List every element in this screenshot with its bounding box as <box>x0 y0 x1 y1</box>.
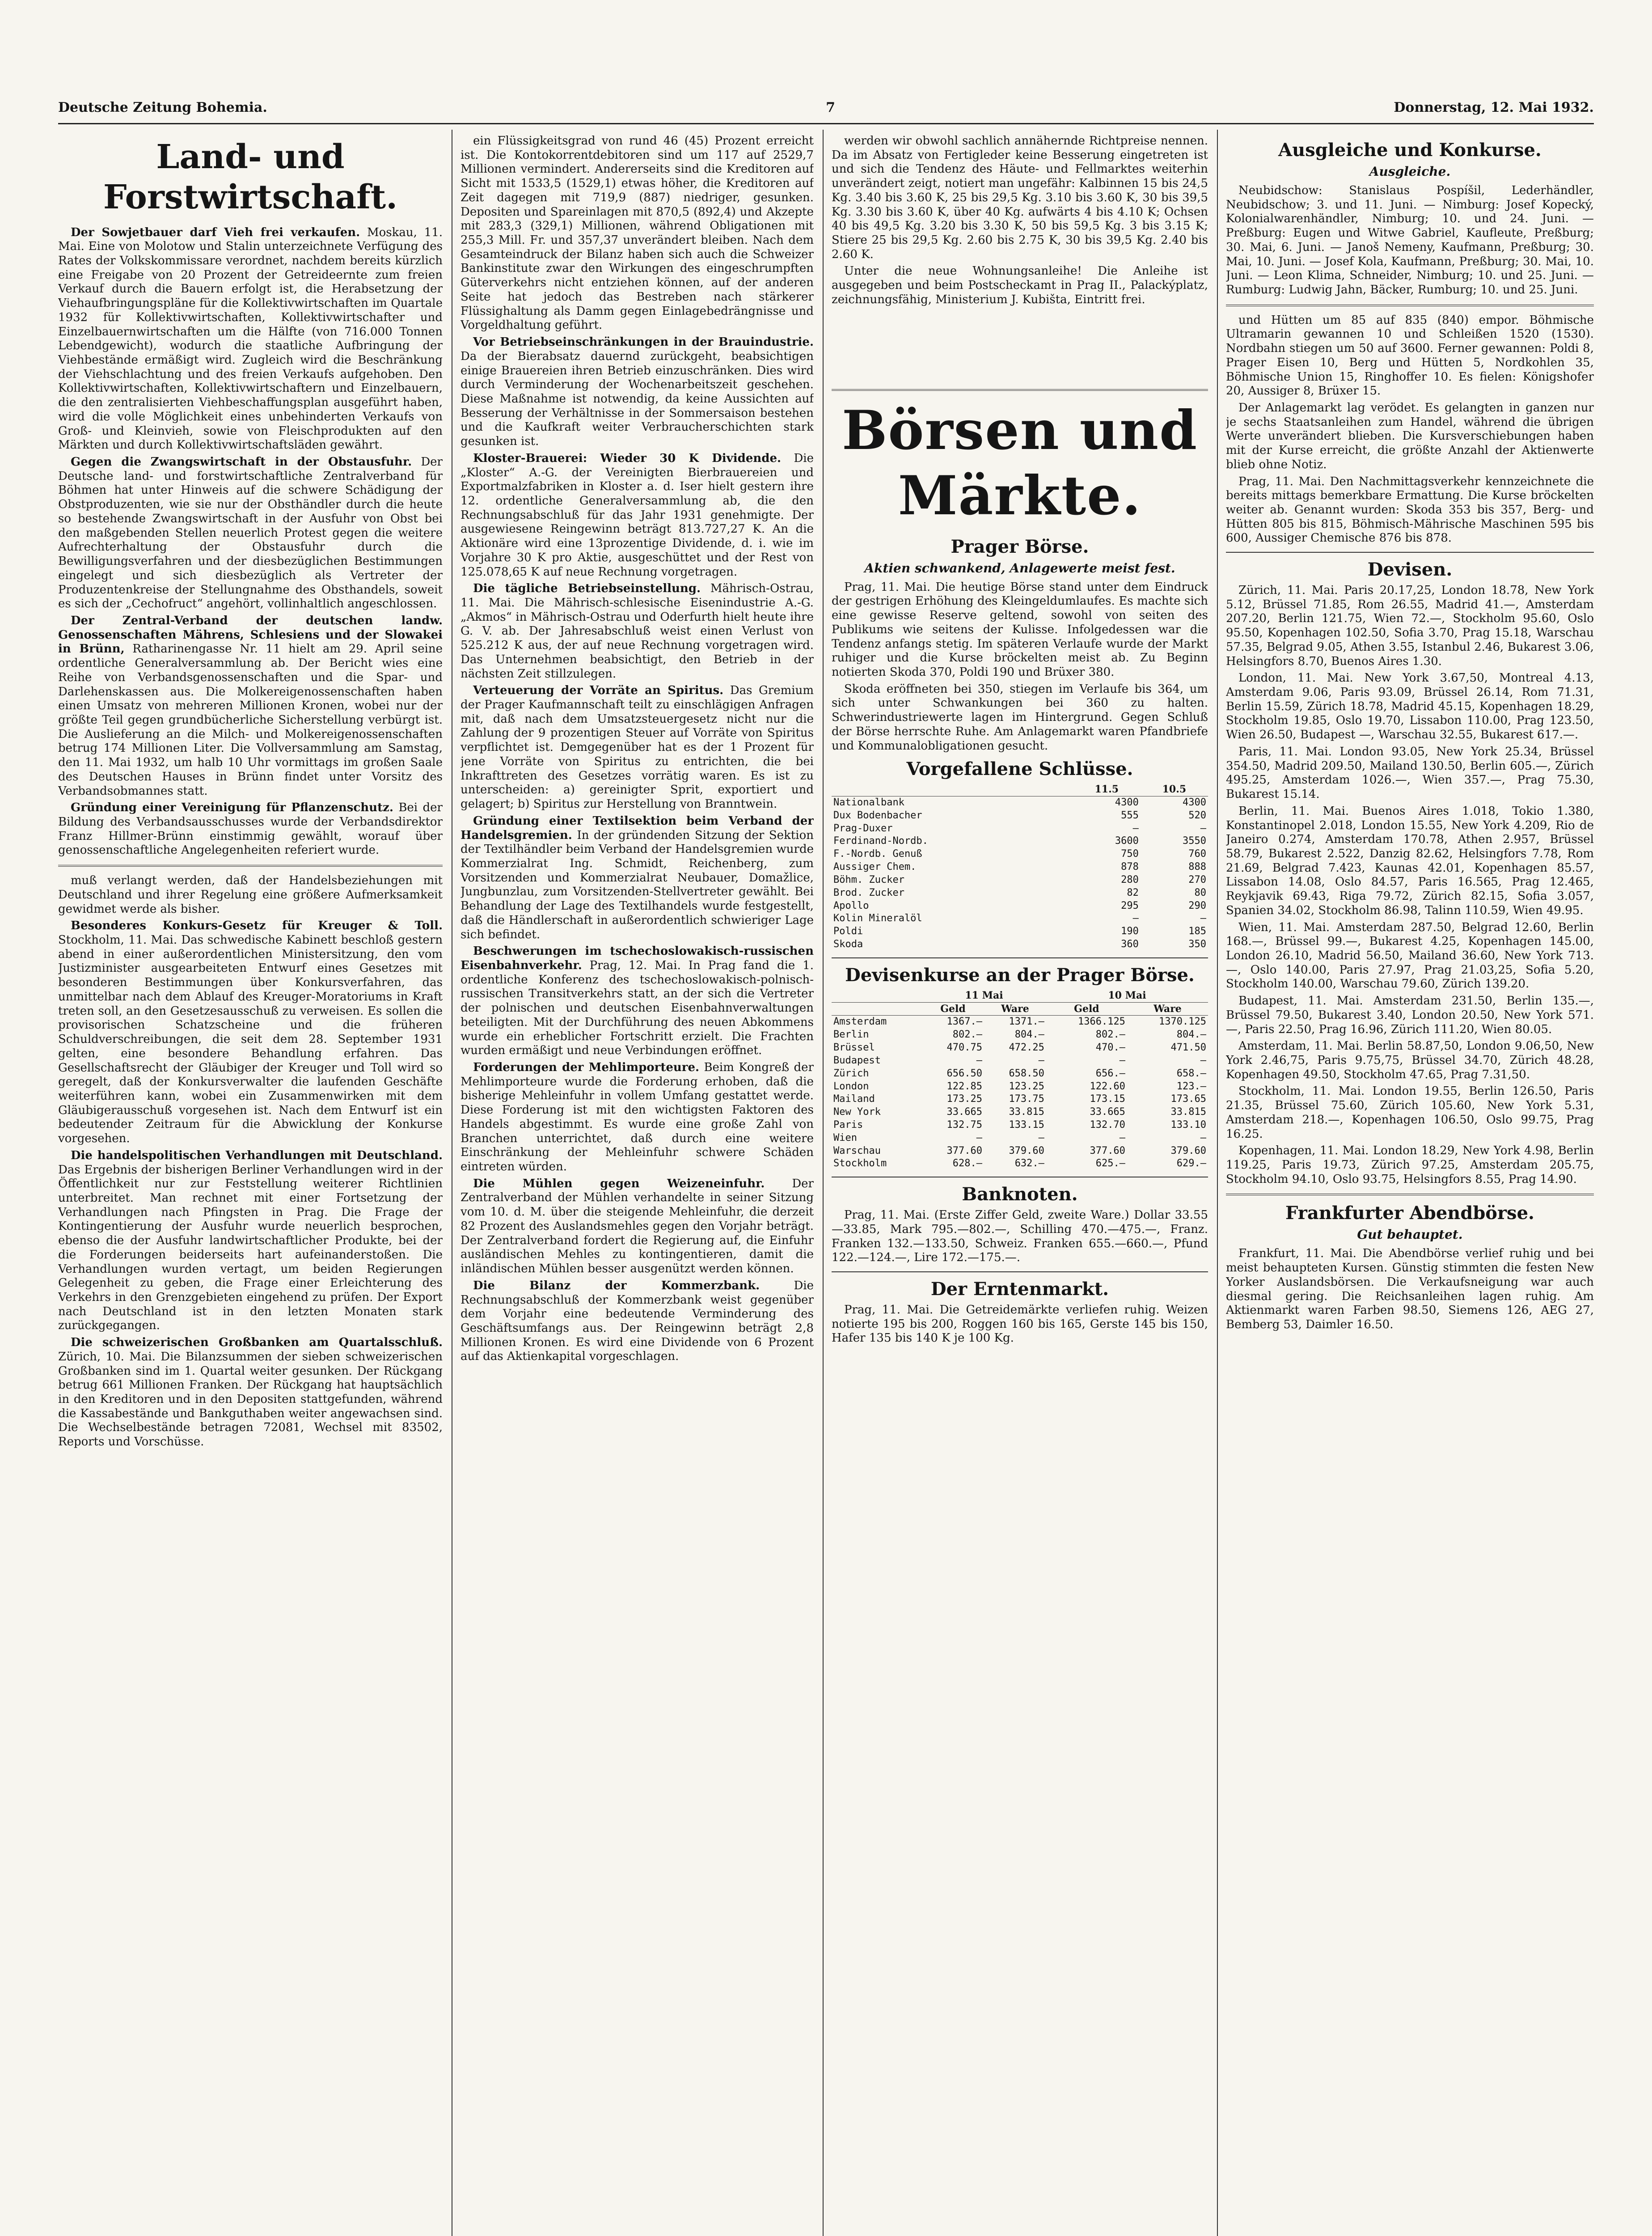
article-text: Der Deutsche land- und forstwirtschaftliche Zentralverband für Böhmen hat unter Hinweis auf die schwere Schädigung der Obstproduzenten, wie sie nur der Obsthändler durch die heute so bestehende Zwangswirtschaft in der Ausfuhr von Obst bei den maßgebenden Stellen neuerlich Protest gegen die weitere Aufrechterhaltung der Obstausfuhr durch die Bewilligungsverfahren und der diesbezüglichen Bestimmungen eingelegt und sich diesbezüglich als Vertreter der Produzentenkreise der Stellungnahme des Obsthandels, soweit es sich der „Cechofruct“ angehört, vollinhaltlich angeschlossen. <box>58 455 443 611</box>
article-heading: Die Mühlen gegen Weizeneinfuhr. <box>473 1177 765 1190</box>
article-text: Unter die neue Wohnungsanleihe! Die Anleihe ist ausgegeben und beim Postscheckamt in Prag II., Palackýplatz, zeichnungsfähig, Ministerium J. Kubišta, Eintritt frei. <box>832 264 1208 306</box>
article-heading: Forderungen der Mehlimporteure. <box>473 1061 700 1074</box>
row-value: — <box>1132 913 1139 924</box>
article-text: Amsterdam, 11. Mai. Berlin 58.87,50, London 9.06,50, New York 2.46,75, Paris 9.75,75, Brüssel 34.70, Zürich 48.28, Kopenhagen 49.50, Stockholm 47.65, Prag 7.31,50. <box>1226 1039 1594 1081</box>
frankfurt-title: Frankfurter Abendbörse. <box>1285 1203 1534 1224</box>
row-value: 280 <box>1121 874 1139 885</box>
page-number: 7 <box>826 99 836 115</box>
row-value: 295 <box>1121 900 1139 911</box>
row-label: Kolin Mineralöl <box>833 913 922 924</box>
row-value: 804.— <box>1176 1029 1206 1041</box>
bankruptcies-title: Ausgleiche und Konkurse. <box>1278 140 1542 161</box>
row-value: 658.— <box>1176 1067 1206 1079</box>
fx-row <box>832 1067 1208 1080</box>
article-heading: Der Zentral-Verband der deutschen landw. Genossenschaften Mährens, Schlesiens und der Slowakei in Brünn, <box>58 614 443 656</box>
closing-row <box>832 874 1208 887</box>
row-value: 360 <box>1121 939 1139 950</box>
row-value: 520 <box>1188 809 1206 821</box>
row-value: 377.60 <box>1090 1145 1125 1156</box>
article-text: Ratharinengasse Nr. 11 hielt am 29. April seine ordentliche Generalversammlung ab. Der Bericht wies eine Reihe von Verbandsgenossenschaften und die Spar- und Darlehenskassen aus. Die Molkereigenossenschaften haben einen Umsatz von mehreren Millionen Kronen, wobei nur der größte Teil gegen grundbücherliche Sicherstellung verbürgt ist. Die Auslieferung an die Milch- und Molkereigenossenschaften betrug 174 Millionen Liter. Die Vollversammlung am Samstag, den 11. Mai 1932, um halb 10 Uhr vormittags im großen Saale des Deutschen Hauses in Brünn findet unter Vorsitz des Verbandsobmannes statt. <box>58 642 443 798</box>
column-rule <box>1217 130 1218 2236</box>
row-value: 656.— <box>1095 1067 1125 1079</box>
article-text: Prag, 11. Mai. Die heutige Börse stand unter dem Eindruck der gestrigen Erhöhung des Kleingeldumlaufes. Es machte sich eine gewisse Reserve geltend, sowohl von seiten des Publikums wie seitens der Kulisse. Infolgedessen war die Tendenz anfangs stetig. Im späteren Verlaufe wurde der Markt ruhiger und die Kurse bröckelten meist ab. Zu Beginn notierten Skoda 370, Poldi 190 und Brüxer 380. <box>832 580 1208 679</box>
closing-row <box>832 938 1208 951</box>
row-value: 658.50 <box>1009 1067 1044 1079</box>
row-value: 471.50 <box>1170 1042 1206 1054</box>
fx-row <box>832 1145 1208 1158</box>
page-header <box>58 94 1594 121</box>
article-text: Die Rechnungsabschluß der Kommerzbank weist gegenüber dem Vorjahr eine bedeutende Verminderung des Geschäftsumfangs aus. Der Reingewinn beträgt 2,8 Millionen Kronen. Es wird eine Dividende von 6 Prozent auf das Aktienkapital vorgeschlagen. <box>461 1279 814 1364</box>
fx-rates-title: Devisenkurse an der Prager Börse. <box>845 964 1195 986</box>
column-economy <box>461 134 814 2236</box>
article-heading: Gründung einer Vereinigung für Pflanzenschutz. <box>71 801 393 815</box>
article-text: Frankfurt, 11. Mai. Die Abendbörse verlief ruhig und bei meist behaupteten Kursen. Günstig stimmten die festen New Yorker Auslandsbörsen. Die Verkaufsneigung war auch diesmal gering. Die Reichsanleihen lagen ruhig. Am Aktienmarkt waren Farben 98.50, Siemens 126, AEG 27, Bemberg 53, Daimler 16.50. <box>1226 1247 1594 1332</box>
row-label: F.-Nordb. Genuß <box>833 848 922 860</box>
article-text: Kopenhagen, 11. Mai. London 18.29, New York 4.98, Berlin 119.25, Paris 19.73, Zürich 97.25, Amsterdam 205.75, Stockholm 94.10, Oslo 93.75, Helsingfors 8.55, Prag 14.90. <box>1226 1144 1594 1186</box>
row-label: Brod. Zucker <box>833 887 904 898</box>
issue-date: Donnerstag, 12. Mai 1932. <box>1394 99 1594 115</box>
prague-exchange-subtitle: Aktien schwankend, Anlagewerte meist fest. <box>864 560 1175 576</box>
fx-row <box>832 1119 1208 1132</box>
divider <box>1226 552 1594 553</box>
currencies-title: Devisen. <box>1367 559 1453 580</box>
article-text: Zürich, 11. Mai. Paris 20.17,25, London 18.78, New York 5.12, Brüssel 71.85, Rom 26.55, Madrid 41.—, Amsterdam 207.20, Berlin 121.75, Wien 72.—, Stockholm 95.60, Oslo 95.50, Kopenhagen 102.50, Sofia 3.70, Prag 15.18, Warschau 57.35, Belgrad 9.05, Athen 3.55, Istanbul 2.46, Bukarest 3.06, Helsingfors 8.70, Buenos Aires 1.30. <box>1226 584 1594 668</box>
fx-row <box>832 1016 1208 1029</box>
column-header: 10 Mai <box>1046 989 1208 1002</box>
article-text: Stockholm, 11. Mai. London 19.55, Berlin 126.50, Paris 21.35, Brüssel 75.60, Zürich 105.60, New York 5.31, Amsterdam 218.—, Kopenhagen 106.50, Oslo 99.75, Prag 16.25. <box>1226 1084 1594 1141</box>
row-value: 133.15 <box>1009 1119 1044 1131</box>
row-value: 888 <box>1188 861 1206 873</box>
article-heading: Die Bilanz der Kommerzbank. <box>473 1279 760 1292</box>
row-value: — <box>1200 1132 1206 1143</box>
row-value: 555 <box>1121 809 1139 821</box>
row-value: — <box>1119 1054 1125 1066</box>
article-text: Der Anlagemarkt lag verödet. Es gelangten in ganzen nur je sechs Staatsanleihen zum Handel, während die übrigen Werte unverändert blieben. Die Kursverschiebungen haben mit der Kurse erreicht, die größte Anzahl der Aktienwerte blieb ohne Notiz. <box>1226 401 1594 471</box>
row-label: Apollo <box>833 900 869 911</box>
frankfurt-subtitle: Gut behauptet. <box>1357 1227 1463 1242</box>
article-heading: Gründung einer Textilsektion beim Verband der Handelsgremien. <box>461 814 814 842</box>
fx-row <box>832 1029 1208 1042</box>
article-heading: Die schweizerischen Großbanken am Quartalsschluß. <box>71 1336 443 1350</box>
column-hides-market <box>832 134 1208 376</box>
section-divider <box>58 865 443 867</box>
column-bankruptcies-fx <box>1226 134 1594 2236</box>
fx-row <box>832 1157 1208 1170</box>
article-heading: Verteuerung der Vorräte an Spiritus. <box>473 684 724 698</box>
article-heading: Kloster-Brauerei: Wieder 30 K Dividende. <box>473 451 782 465</box>
fx-row <box>832 1093 1208 1106</box>
row-value: 656.50 <box>946 1067 982 1079</box>
row-value: — <box>1200 1054 1206 1066</box>
row-label: New York <box>833 1106 881 1118</box>
row-value: 379.60 <box>1170 1145 1206 1156</box>
row-value: 1370.125 <box>1159 1016 1206 1028</box>
row-value: 173.15 <box>1090 1093 1125 1105</box>
row-value: 4300 <box>1183 796 1206 808</box>
row-label: Paris <box>833 1119 863 1131</box>
prague-exchange-title: Prager Börse. <box>951 536 1089 557</box>
article-text: Der Zentralverband der Mühlen verhandelte in seiner Sitzung vom 10. d. M. über die steigende Mehleinfuhr, die derzeit 82 Prozent des Auslandsmehles gegen den Vorjahr beträgt. Der Zentralverband fordert die Regierung auf, die Einfuhr ausländischen Mehles zu kontingentieren, damit die inländischen Mühlen besser ausgenützt werden können. <box>461 1177 814 1276</box>
column-header: 11 Mai <box>922 989 1046 1002</box>
closing-row <box>832 925 1208 938</box>
row-value: 750 <box>1121 848 1139 860</box>
row-label: Budapest <box>833 1054 881 1066</box>
row-label: Wien <box>833 1132 857 1143</box>
row-value: 379.60 <box>1009 1145 1044 1156</box>
row-label: Aussiger Chem. <box>833 861 917 873</box>
row-value: 80 <box>1194 887 1206 898</box>
closing-row <box>832 861 1208 874</box>
fx-row <box>832 1106 1208 1119</box>
closing-row <box>832 822 1208 835</box>
closing-row <box>832 796 1208 809</box>
row-value: 802.— <box>952 1029 982 1041</box>
article-text: ein Flüssigkeitsgrad von rund 46 (45) Prozent erreicht ist. Die Kontokorrentdebitoren sind um 117 auf 2529,7 Millionen vermindert. Andererseits sind die Kreditoren auf Sicht mit 1533,5 (1529,1) etwas höher, die Kreditoren auf Zeit dagegen mit 719,9 (887) niedriger, gesunken. Depositen und Spareinlagen mit 870,5 (892,4) und Akzepte mit 283,3 (329,1) Millionen, während Obligationen mit 255,3 Mill. Fr. und 357,37 unverändert bleiben. Nach dem Gesamteindruck der Bilanz haben sich auch die Schweizer Bankinstitute zwar den Wirkungen des eingeschrumpften Güterverkehrs nicht entziehen können, auf der anderen Seite hat jedoch das Bestreben nach stärkerer Flüssighaltung als Damm gegen Einlagebedrängnisse und Vorgeldhaltung geführt. <box>461 134 814 332</box>
article-text: Prag, 11. Mai. Die Getreidemärkte verliefen ruhig. Weizen notierte 195 bis 200, Roggen 160 bis 165, Gerste 145 bis 150, Hafer 135 bis 140 K je 100 Kg. <box>832 1303 1208 1345</box>
grain-market-title: Der Erntenmarkt. <box>930 1278 1109 1300</box>
header-rule <box>58 123 1594 124</box>
section-divider <box>1226 1194 1594 1195</box>
row-label: Zürich <box>833 1067 869 1079</box>
row-value: — <box>1038 1054 1044 1066</box>
row-value: 470.75 <box>946 1042 982 1054</box>
row-label: Brüssel <box>833 1042 875 1054</box>
row-value: 132.70 <box>1090 1119 1125 1131</box>
row-value: 123.25 <box>1009 1080 1044 1092</box>
row-label: Dux Bodenbacher <box>833 809 922 821</box>
article-text: Das Gremium der Prager Kaufmannschaft teilt zu einschlägigen Anfragen mit, daß nach dem Umsatzsteuergesetz nicht nur die Zahlung der 9 prozentigen Steuer auf Vorräte von Spiritus verpflichtet ist. Demgegenüber hat es der 1 Prozent für jene Vorräte von Spiritus zu entrichten, die bei Inkrafttreten des Gesetzes vorrätig waren. Es ist zu unterscheiden: a) gereinigter Sprit, exportiert und gelagert; b) Spiritus zur Herstellung von Branntwein. <box>461 684 814 811</box>
article-text: werden wir obwohl sachlich annähernde Richtpreise nennen. Da im Absatz von Fertigleder keine Besserung eingetreten ist und sich die Tendenz des Häute- und Fellmarktes weiterhin unverändert zeigt, notiert man ungefähr: Kalbinnen 15 bis 24,5 Kg. 3.40 bis 3.60 K, 25 bis 29,5 Kg. 3.10 bis 3.60 K, 30 bis 39,5 Kg. 3.30 bis 3.60 K, über 40 Kg. aufwärts 4 bis 4.10 K; Ochsen 40 bis 49,5 Kg. 3.20 bis 3.30 K, 50 bis 59,5 Kg. 3 bis 3.15 K; Stiere 25 bis 29,5 Kg. 2.60 bis 2.75 K, 30 bis 39,5 Kg. 2.40 bis 2.60 K. <box>832 134 1208 261</box>
row-value: 629.— <box>1176 1158 1206 1169</box>
row-value: 122.60 <box>1090 1080 1125 1092</box>
fx-row <box>832 1080 1208 1093</box>
section-divider <box>832 389 1208 391</box>
row-label: Warschau <box>833 1145 881 1156</box>
section-title-markets: Börsen und Märkte. <box>841 399 1198 528</box>
row-value: — <box>1200 913 1206 924</box>
row-value: — <box>1119 1132 1125 1143</box>
row-label: Mailand <box>833 1093 875 1105</box>
row-label: Amsterdam <box>833 1016 887 1028</box>
row-value: 350 <box>1188 939 1206 950</box>
row-label: Ferdinand-Nordb. <box>833 835 928 847</box>
row-value: 82 <box>1127 887 1139 898</box>
closing-row <box>832 809 1208 822</box>
closing-row <box>832 900 1208 913</box>
row-label: Skoda <box>833 939 863 950</box>
row-value: 33.665 <box>946 1106 982 1118</box>
row-value: 802.— <box>1095 1029 1125 1041</box>
article-text: Paris, 11. Mai. London 93.05, New York 25.34, Brüssel 354.50, Madrid 209.50, Mailand 130.50, Berlin 605.—, Zürich 495.25, Amsterdam 1026.—, Wien 357.—, Prag 75.30, Bukarest 15.14. <box>1226 745 1594 801</box>
divider <box>832 1271 1208 1272</box>
row-value: 1366.125 <box>1077 1016 1125 1028</box>
row-value: 33.815 <box>1009 1106 1044 1118</box>
column-header: Geld <box>922 1002 984 1016</box>
row-label: Poldi <box>833 926 863 937</box>
row-value: — <box>976 1132 982 1143</box>
row-value: 3600 <box>1115 835 1139 847</box>
row-value: 4300 <box>1115 796 1139 808</box>
bankruptcies-subtitle: Ausgleiche. <box>1369 164 1451 179</box>
row-value: 270 <box>1188 874 1206 885</box>
article-text: Berlin, 11. Mai. Buenos Aires 1.018, Tokio 1.380, Konstantinopel 2.018, London 15.55, New York 4.209, Rio de Janeiro 0.274, Amsterdam 170.78, Athen 2.957, Brüssel 58.79, Bukarest 2.522, Danzig 82.62, Helsingfors 7.78, Rom 21.69, Belgrad 7.423, Kaunas 42.01, Kopenhagen 85.57, Lissabon 14.08, Oslo 84.57, Paris 16.565, Prag 12.465, Reykjavik 69.43, Riga 79.72, Zürich 82.15, Sofia 3.057, Spanien 34.02, Stockholm 86.98, Talinn 110.59, Wien 49.95. <box>1226 804 1594 917</box>
row-value: 133.10 <box>1170 1119 1206 1131</box>
article-text: Prag, 12. Mai. In Prag fand die 1. ordentliche Konferenz des tschechoslowakisch-polnisch-russischen Transitverkehrs statt, an der sich die Vertreter der polnischen und deutschen Eisenbahnverwaltungen beteiligten. Mit der Durchführung des neuen Abkommens wurde ein erheblicher Fortschritt erzielt. Die Frachten wurden ermäßigt und neue Verbindungen eröffnet. <box>461 958 814 1058</box>
closing-prices-table <box>832 783 1208 951</box>
column-header: 11.5 <box>1073 783 1141 796</box>
article-text: Das Ergebnis der bisherigen Berliner Verhandlungen wird in der Öffentlichkeit nur zur Feststellung weiterer Richtlinien unterbreitet. Man rechnet mit einer Fortsetzung der Verhandlungen nach Pfingsten in Prag. Die Frage der Kontingentierung der Ausfuhr wurde neuerlich besprochen, ebenso die der Ausfuhr landwirtschaftlicher Produkte, bei der die Forderungen beiderseits hart aufeinanderstoßen. Die Verhandlungen wurden vertagt, um beiden Regierungen Gelegenheit zu geben, die Frage einer Erleichterung des Verkehrs in den Grenzgebieten eingehend zu prüfen. Der Export nach Deutschland ist in den letzten Monaten stark zurückgegangen. <box>58 1163 443 1333</box>
article-text: In der gründenden Sitzung der Sektion der Textilhändler beim Verband der Handelsgremien wurde Kommerzialrat Ing. Schmidt, Reichenberg, zum Vorsitzenden und Kommerzialrat Neubauer, Domažlice, Jungbunzlau, zum Vorsitzenden-Stellvertreter gewählt. Bei Behandlung der Lage des Textilhandels wurde festgestellt, daß die Händlerschaft in außerordentlich schwieriger Lage sich befindet. <box>461 828 814 941</box>
row-value: 173.75 <box>1009 1093 1044 1105</box>
closing-row <box>832 887 1208 900</box>
row-value: 173.25 <box>946 1093 982 1105</box>
article-text: Moskau, 11. Mai. Eine von Molotow und Stalin unterzeichnete Verfügung des Rates der Volkskommissare verordnet, nachdem bereits kürzlich eine Freigabe von 20 Prozent der Getreideernte zum freien Verkauf durch die Bauern erfolgt ist, die Herabsetzung der Viehaufbringungspläne für die Kollektivwirtschaften im Quartale 1932 für Kollektivwirtschaften, Kollektivwirtschafter und Einzelbauernwirtschaften um die Hälfte (von 716.000 Tonnen Lebendgewicht), wodurch die staatliche Aufbringung der Viehbestände ermäßigt wird. Zugleich wird die Beschränkung der Viehschlachtung und des freien Verkaufs aufgehoben. Den Kollektivwirtschaften, Kollektivwirtschaftern und Einzelbauern, die den zentralisierten Viehbeschaffungsplan ausgeführt haben, wird die volle Möglichkeit eines unbehinderten Verkaufs von Groß- und Kleinvieh, sowie von Fleischprodukten auf den Märkten und durch Kollektivwirtschaftsläden gewährt. <box>58 225 443 452</box>
article-text: Stockholm, 11. Mai. Das schwedische Kabinett beschloß gestern abend in einer außerordentlichen Ministersitzung, den vom Justizminister ausgearbeiteten Entwurf eines Gesetzes mit besonderen Bestimmungen über Konkursverfahren, das unmittelbar nach dem Ablauf des Kreuger-Moratoriums in Kraft treten soll, an den Gesetzesausschuß zu verweisen. Es sollen die provisorischen Schatzscheine und die früheren Schuldverschreibungen, die seit dem 28. September 1931 gelten, eine besondere Behandlung erfahren. Das Gesellschaftsrecht der Gläubiger der Kreuger und Toll wird so geregelt, daß der Konkursverwalter die laufenden Geschäfte weiterführen kann, wobei ein Zusammenwirken mit dem Gläubigerausschuß vorgesehen ist. Nach dem Entwurf ist ein bedeutender Zeitraum für die Abwicklung der Konkurse vorgesehen. <box>58 933 443 1146</box>
row-value: 377.60 <box>946 1145 982 1156</box>
article-text: Da der Bierabsatz dauernd zurückgeht, beabsichtigen einige Brauereien ihren Betrieb einzuschränken. Dies wird durch Verminderung der Wochenarbeitszeit geschehen. Diese Maßnahme ist notwendig, da keine Aussichten auf Besserung der Verhältnisse in der Sommersaison bestehen und die Kaufkraft weiter Verbraucherschichten stark gesunken ist. <box>461 349 814 449</box>
article-heading: Die tägliche Betriebseinstellung. <box>473 582 701 596</box>
article-text: Bei der Bildung des Verbandsausschusses wurde der Verbandsdirektor Franz Hillmer-Brünn einstimmig gewählt, worauf über genossenschaftliche Angelegenheiten referiert wurde. <box>58 801 443 857</box>
column-header: 10.5 <box>1141 783 1208 796</box>
row-value: 33.815 <box>1170 1106 1206 1118</box>
column-header: Ware <box>1127 1002 1208 1016</box>
closing-prices-title: Vorgefallene Schlüsse. <box>906 758 1133 780</box>
banknotes-title: Banknoten. <box>962 1184 1078 1205</box>
article-text: und Hütten um 85 auf 835 (840) empor. Böhmische Ultramarin gewannen 10 und Schleißen 1520 (1530). Nordbahn stiegen um 50 auf 3600. Ferner gewannen: Poldi 8, Prager Eisen 10, Berg und Hütten 5, Nordkohlen 35, Böhmische Union 15, Ringhoffer 10. Es fielen: Königshofer 20, Aussiger 8, Brüxer 15. <box>1226 313 1594 398</box>
paper-name: Deutsche Zeitung Bohemia. <box>58 99 267 115</box>
row-label: Nationalbank <box>833 796 904 808</box>
divider <box>832 957 1208 958</box>
row-value: 472.25 <box>1009 1042 1044 1054</box>
article-text: Budapest, 11. Mai. Amsterdam 231.50, Berlin 135.—, Brüssel 79.50, Bukarest 3.40, London 20.50, New York 571.—, Paris 22.50, Prag 16.96, Zürich 111.20, Wien 80.05. <box>1226 994 1594 1036</box>
column-rule <box>823 130 824 2236</box>
row-value: 625.— <box>1095 1158 1125 1169</box>
row-value: 185 <box>1188 926 1206 937</box>
article-heading: Die handelspolitischen Verhandlungen mit Deutschland. <box>71 1148 443 1162</box>
row-value: — <box>1038 1132 1044 1143</box>
row-value: — <box>1200 822 1206 834</box>
row-label: Berlin <box>833 1029 869 1041</box>
column-header: Geld <box>1046 1002 1127 1016</box>
fx-row <box>832 1054 1208 1067</box>
column-agriculture <box>58 134 443 2236</box>
article-text: Neubidschow: Stanislaus Pospíšil, Lederhändler, Neubidschow; 3. und 11. Juni. — Nimburg: Josef Kopecký, Kolonialwarenhändler, Nimburg; 10. und 24. Juni. — Preßburg: Eugen und Witwe Gabriel, Kaufleute, Preßburg; 30. Mai, 6. Juni. — Janoš Nemeny, Kaufmann, Preßburg; 30. Mai, 10. Juni. — Josef Kola, Kaufmann, Preßburg; 30. Mai, 10. Juni. — Leon Klima, Schneider, Nimburg; 10. und 25. Juni. — Rumburg: Ludwig Jahn, Bäcker, Rumburg; 10. und 25. Juni. <box>1226 183 1594 296</box>
article-text: Zürich, 10. Mai. Die Bilanzsummen der sieben schweizerischen Großbanken sind im 1. Quartal weiter gesunken. Der Rückgang betrug 661 Millionen Franken. Der Rückgang hat hauptsächlich in den Kreditoren und in den Depositen stattgefunden, während die Kassabestände und Bankguthaben weiter angewachsen sind. Die Wechselbestände betragen 72081, Wechsel mit 83502, Reports und Vorschüsse. <box>58 1350 443 1449</box>
section-divider <box>1226 305 1594 306</box>
fx-row <box>832 1132 1208 1145</box>
markets-section <box>832 389 1208 2236</box>
row-value: 804.— <box>1014 1029 1044 1041</box>
article-heading: Besonderes Konkurs-Gesetz für Kreuger & Toll. <box>71 919 443 933</box>
article-text: London, 11. Mai. New York 3.67,50, Montreal 4.13, Amsterdam 9.06, Paris 93.09, Brüssel 26.14, Rom 71.31, Berlin 15.59, Zürich 18.78, Madrid 45.15, Kopenhagen 18.29, Stockholm 19.85, Oslo 19.70, Lissabon 110.00, Prag 123.50, Wien 26.50, Budapest —, Warschau 32.55, Bukarest 617.—. <box>1226 671 1594 742</box>
row-value: 132.75 <box>946 1119 982 1131</box>
row-value: 470.— <box>1095 1042 1125 1054</box>
article-heading: Beschwerungen im tschechoslowakisch-russischen Eisenbahnverkehr. <box>461 944 814 972</box>
article-heading: Der Sowjetbauer darf Vieh frei verkaufen. <box>71 225 360 239</box>
row-value: 290 <box>1188 900 1206 911</box>
row-label: Böhm. Zucker <box>833 874 904 885</box>
article-text: Die „Kloster“ A.-G. der Vereinigten Bierbrauereien und Exportmalzfabriken in Kloster a. d. Iser hielt gestern ihre 12. ordentliche Generalversammlung ab, die den Rechnungsabschluß für das Jahr 1931 genehmigte. Der ausgewiesene Reingewinn beträgt 813.727,27 K. An die Aktionäre wird eine 13prozentige Dividende, d. i. wie im Vorjahre 30 K pro Aktie, ausgeschüttet und der Rest von 125.078,65 K auf neue Rechnung vorgetragen. <box>461 451 814 579</box>
row-value: 3550 <box>1183 835 1206 847</box>
article-text: Wien, 11. Mai. Amsterdam 287.50, Belgrad 12.60, Berlin 168.—, Brüssel 99.—, Bukarest 4.25, Kopenhagen 145.00, London 26.10, Madrid 56.50, Mailand 36.60, New York 713.—, Oslo 140.00, Paris 27.97, Prag 21.03,25, Sofia 5.20, Stockholm 140.00, Warschau 79.60, Zürich 139.20. <box>1226 920 1594 991</box>
row-value: 123.— <box>1176 1080 1206 1092</box>
closing-row <box>832 835 1208 848</box>
article-heading: Vor Betriebseinschränkungen in der Brauindustrie. <box>473 335 814 349</box>
row-value: 33.665 <box>1090 1106 1125 1118</box>
row-label: London <box>833 1080 869 1092</box>
article-text: Beim Kongreß der Mehlimporteure wurde die Forderung erhoben, daß die bisherige Mehleinfuhr in vollem Umfang gestattet werde. Diese Forderung ist mit den wichtigsten Faktoren des Handels abgestimmt. Es wurde eine große Zahl von Branchen unterrichtet, daß durch eine weitere Einschränkung der Mehleinfuhr schwere Schäden eintreten würden. <box>461 1061 814 1174</box>
fx-row <box>832 1042 1208 1054</box>
row-value: 190 <box>1121 926 1139 937</box>
row-value: 122.85 <box>946 1080 982 1092</box>
fx-rates-table <box>832 989 1208 1171</box>
closing-row <box>832 912 1208 925</box>
row-label: Stockholm <box>833 1158 887 1169</box>
row-value: — <box>976 1054 982 1066</box>
row-label: Prag-Duxer <box>833 822 893 834</box>
article-text: Skoda eröffneten bei 350, stiegen im Verlaufe bis 364, um sich unter Schwankungen bei 360 zu halten. Schwerindustriewerte lagen im Hintergrund. Gegen Schluß der Börse herrschte Ruhe. Am Anlagemarkt waren Pfandbriefe und Kommunalobligationen gesucht. <box>832 682 1208 753</box>
column-header: Ware <box>984 1002 1046 1016</box>
row-value: 628.— <box>952 1158 982 1169</box>
section-title-agriculture: Land- und Forstwirtschaft. <box>103 138 397 217</box>
row-value: 632.— <box>1014 1158 1044 1169</box>
article-text: muß verlangt werden, daß der Handelsbeziehungen mit Deutschland und ihrer Regelung eine größere Aufmerksamkeit gewidmet werde als bisher. <box>58 874 443 916</box>
article-text: Mährisch-Ostrau, 11. Mai. Die Mährisch-schlesische Eisenindustrie A.-G. „Akmos“ in Mährisch-Ostrau und Oderfurth hielt heute ihre G. V. ab. Der Jahresabschluß weist einen Verlust von 525.212 K aus, der auf neue Rechnung vorgetragen wird. Das Unternehmen beabsichtigt, den Betrieb in der nächsten Zeit stillzulegen. <box>461 582 814 681</box>
row-value: 173.65 <box>1170 1093 1206 1105</box>
article-text: Prag, 11. Mai. (Erste Ziffer Geld, zweite Ware.) Dollar 33.55—33.85, Mark 795.—802.—, Schilling 470.—475.—, Franz. Franken 132.—133.50, Schweiz. Franken 655.—660.—, Pfund 122.—124.—, Lire 172.—175.—. <box>832 1208 1208 1265</box>
row-value: 1367.— <box>946 1016 982 1028</box>
row-value: 878 <box>1121 861 1139 873</box>
article-text: Prag, 11. Mai. Den Nachmittagsverkehr kennzeichnete die bereits mittags bemerkbare Ermattung. Die Kurse bröckelten weiter ab. Genannt wurden: Skoda 353 bis 357, Berg- und Hütten 805 bis 815, Böhmisch-Mährische Maschinen 595 bis 600, Aussiger Chemische 876 bis 878. <box>1226 474 1594 545</box>
row-value: — <box>1132 822 1139 834</box>
row-value: 1371.— <box>1009 1016 1044 1028</box>
article-heading: Gegen die Zwangswirtschaft in der Obstausfuhr. <box>71 455 412 469</box>
row-value: 760 <box>1188 848 1206 860</box>
closing-row <box>832 848 1208 861</box>
